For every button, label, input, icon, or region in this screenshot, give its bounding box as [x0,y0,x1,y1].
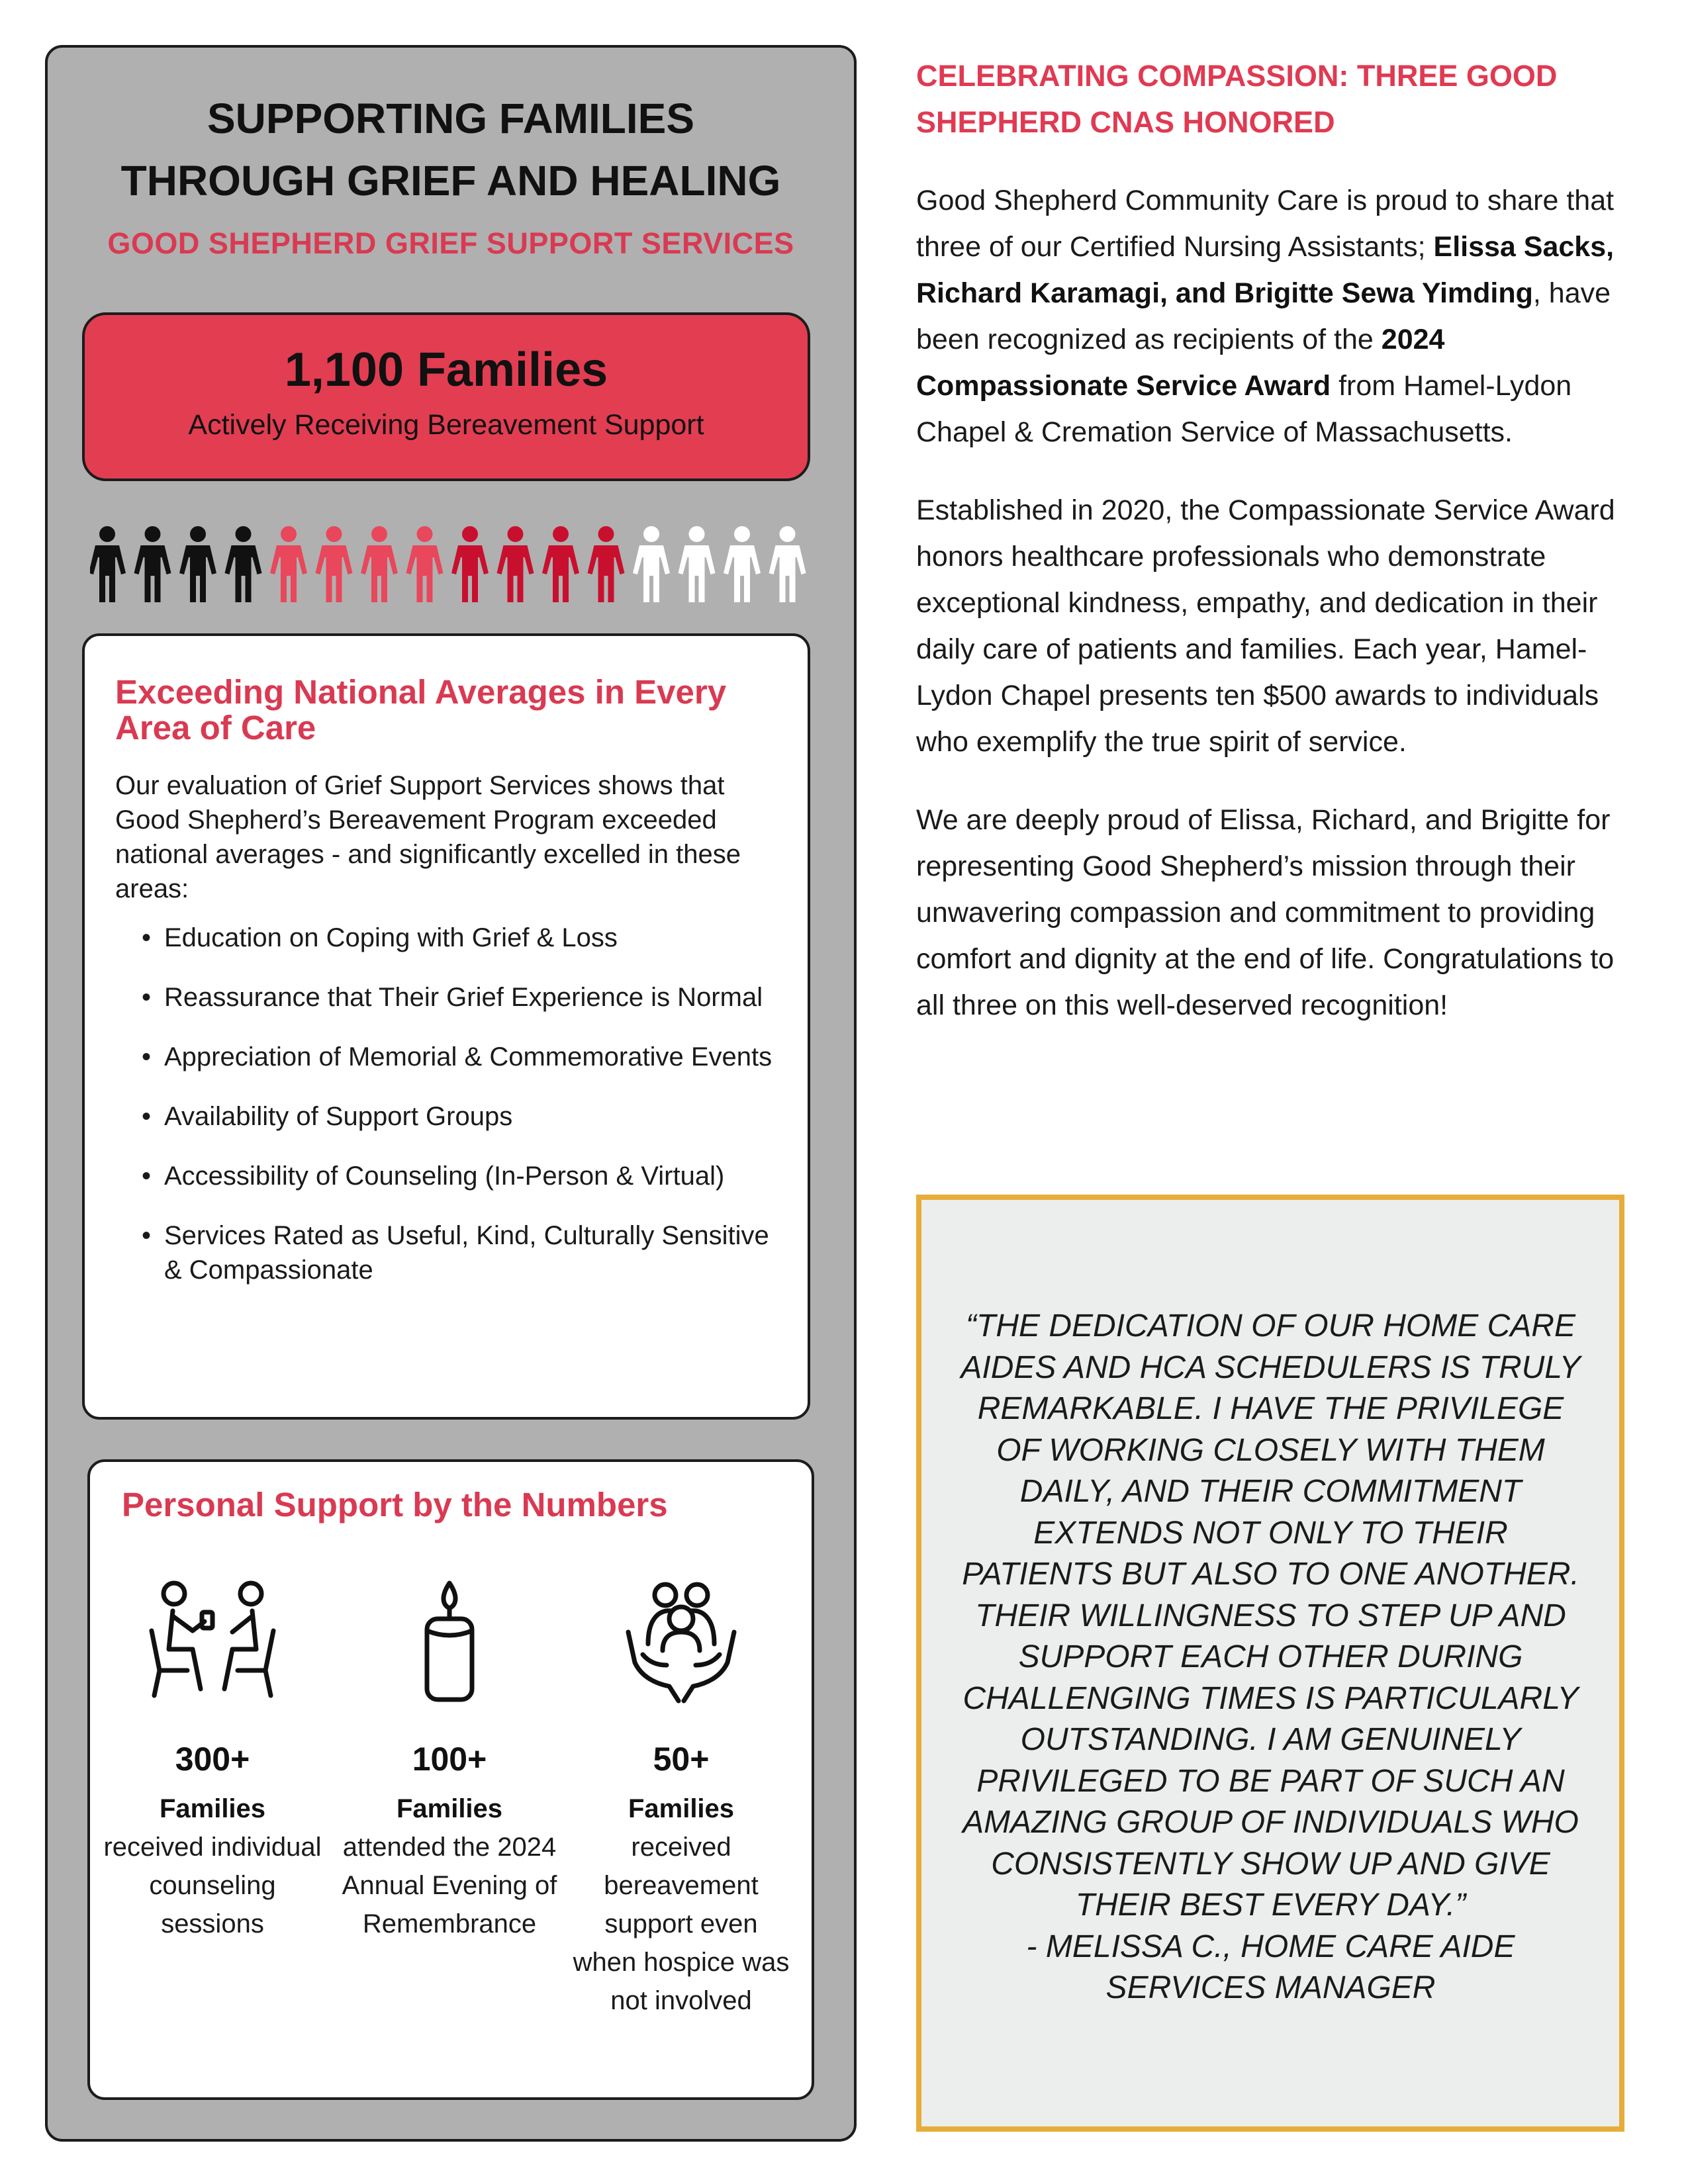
person-icon [361,526,398,602]
person-icon [90,526,126,602]
exceeding-intro: Our evaluation of Grief Support Services shows that Good Shepherd’s Bereavement Program exceeded national averages - and significantly excelled in these areas: [115,771,741,903]
bullet-item: • Reassurance that Their Grief Experience is Normal [115,980,777,1015]
exceeding-bullet-list [115,921,777,1312]
person-icon [134,526,171,602]
people-icons-row [90,525,818,604]
number-label: Families [159,1794,266,1823]
testimonial-quote [955,1306,1587,2009]
bullet-item: • Accessibility of Counseling (In-Person & Virtual) [115,1159,777,1193]
number-item-remembrance [340,1578,559,1943]
person-icon [179,526,216,602]
article-paragraph-1 [916,177,1638,455]
honoree-names: Elissa Sacks, Richard Karamagi, and Brigitte Sewa Yimding [916,231,1615,309]
bullet-item: • Appreciation of Memorial & Commemorative Events [115,1040,777,1074]
bullet-item: • Availability of Support Groups [115,1099,777,1134]
candle-icon [383,1578,516,1704]
support-numbers-card [87,1459,814,2100]
families-stat-number: 1,100 Families [284,343,608,396]
person-icon [451,526,489,602]
bullet-item: • Education on Coping with Grief & Loss [115,921,777,955]
article-paragraph-2: Established in 2020, the Compassionate Service Award honors healthcare professionals who demonstrate exceptional kindness, empathy, and dedication in their daily care of patients and families. Each year, Hamel-Lydon Chapel presents ten $500 awards to individuals who exemplify the true spirit of service. [916,494,1615,758]
person-icon [588,526,625,602]
person-icon [679,526,716,602]
article-paragraph-3: We are deeply proud of Elissa, Richard, and Brigitte for representing Good Shepherd’s mission through their unwavering compassion and commitment to providing comfort and dignity at the end of life. Congratulations to all three on this well-deserved recognition! [916,804,1615,1021]
p1-text-a: Good Shepherd Community Care is proud to share that three of our Certified Nursing Assistants; [916,185,1615,263]
panel-title-line-1: SUPPORTING FAMILIES [207,95,695,142]
p1-text-e: from Hamel-Lydon Chapel & Cremation Service of Massachusetts. [916,370,1572,448]
counseling-icon [146,1578,279,1704]
bullet-item: • Services Rated as Useful, Kind, Culturally Sensitive & Compassionate [115,1218,777,1287]
person-icon [497,526,534,602]
families-stat-box [82,312,810,481]
person-icon [406,526,444,602]
number-description: attended the 2024 Annual Evening of Remembrance [342,1833,557,1938]
testimonial-quote-box [916,1195,1624,2132]
person-icon [769,526,806,602]
award-name: 2024 Compassionate Service Award [916,324,1445,402]
number-item-bereavement [572,1578,790,2020]
number-value: 300+ [175,1741,250,1778]
number-item-counseling [103,1578,322,1943]
number-value: 100+ [412,1741,487,1778]
p1-text-c: , have been recognized as recipients of the [916,277,1611,355]
article-headline: CELEBRATING COMPASSION: THREE GOOD SHEPHERD CNAS HONORED [916,59,1558,139]
article-body [916,177,1638,1060]
families-stat-caption: Actively Receiving Bereavement Support [188,409,704,441]
number-value: 50+ [653,1741,710,1778]
quote-text: “THE DEDICATION OF OUR HOME CARE AIDES AND HCA SCHEDULERS IS TRULY REMARKABLE. I HAVE THE PRIVILEGE OF WORKING CLOSELY WITH THEM DAILY, AND THEIR COMMITMENT EXTENDS NOT ONLY TO THEIR PATIENTS BUT ALSO TO ONE ANOTHER. THEIR WILLINGNESS TO STEP UP AND SUPPORT EACH OTHER DURING CHALLENGING TIMES IS PARTICULARLY OUTSTANDING. I AM GENUINELY PRIVILEGED TO BE PART OF SUCH AN AMAZING GROUP OF INDIVIDUALS WHO CONSISTENTLY SHOW UP AND GIVE THEIR BEST EVERY DAY.” [961,1308,1581,1923]
number-label: Families [396,1794,503,1823]
person-icon [542,526,579,602]
exceeding-averages-card [82,633,810,1420]
number-label: Families [628,1794,735,1823]
person-icon [225,526,262,602]
family-care-icon [615,1578,747,1704]
exceeding-title: Exceeding National Averages in Every Area of Care [115,673,727,747]
panel-title [48,87,854,212]
panel-title-line-2: THROUGH GRIEF AND HEALING [120,157,781,205]
person-icon [270,526,307,602]
panel-subtitle: GOOD SHEPHERD GRIEF SUPPORT SERVICES [107,226,794,260]
person-icon [633,526,670,602]
person-icon [316,526,353,602]
person-icon [724,526,761,602]
grief-support-panel [45,45,857,2142]
number-description: received bereavement support even when hospice was not involved [573,1833,790,2015]
numbers-title: Personal Support by the Numbers [122,1486,668,1524]
quote-attribution: - MELISSA C., HOME CARE AIDE SERVICES MANAGER [1026,1929,1515,2005]
number-description: received individual counseling sessions [103,1833,322,1938]
